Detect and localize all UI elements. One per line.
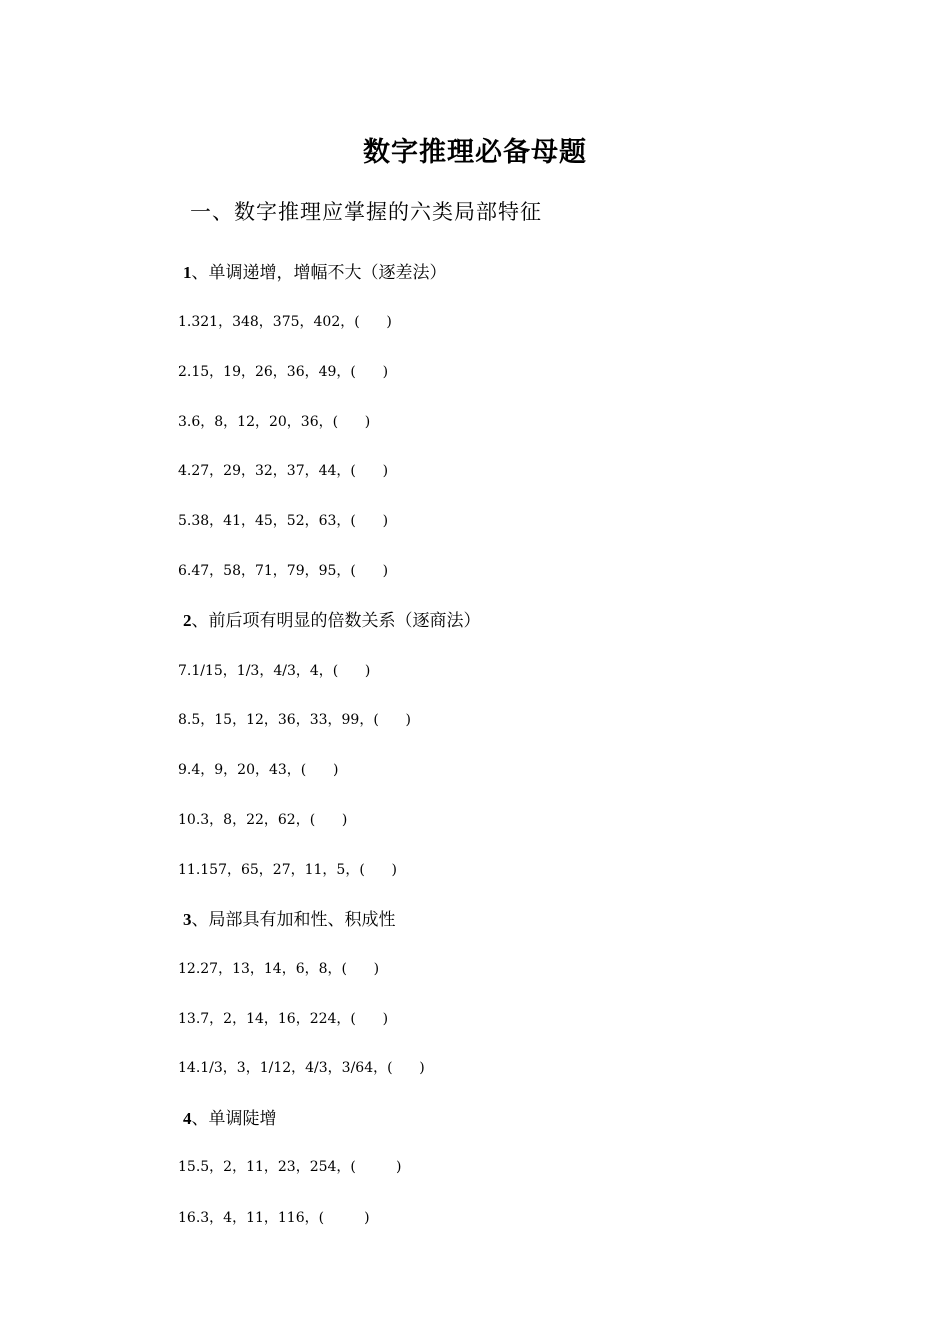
problem-12: 12.27，13，14，6，8，( ) <box>178 961 380 977</box>
sub-heading-number: 2 <box>183 611 192 630</box>
problem-10: 10.3，8，22，62，( ) <box>178 812 348 828</box>
problem-15: 15.5，2，11，23，254，( ) <box>178 1159 402 1175</box>
problem-7: 7.1/15，1/3，4/3，4，( ) <box>178 663 371 679</box>
page-title: 数字推理必备母题 <box>363 137 587 168</box>
problem-2: 2.15，19，26，36，49，( ) <box>178 364 389 380</box>
sub-heading-number: 4 <box>183 1109 192 1128</box>
problem-5: 5.38，41，45，52，63，( ) <box>178 513 389 529</box>
problem-8: 8.5，15，12，36，33，99，( ) <box>178 712 411 728</box>
problem-14: 14.1/3，3，1/12，4/3，3/64，( ) <box>178 1060 425 1076</box>
sub-heading-number: 3 <box>183 910 192 929</box>
sub-heading-label: 、前后项有明显的倍数关系（逐商法） <box>191 611 481 631</box>
problem-16: 16.3，4，11，116，( ) <box>178 1210 370 1226</box>
sub-heading-number: 1 <box>183 263 192 282</box>
problem-3: 3.6，8，12，20，36，( ) <box>178 414 371 430</box>
sub-heading-label: 、单调递增，增幅不大（逐差法） <box>191 263 447 283</box>
section-heading: 一、数字推理应掌握的六类局部特征 <box>190 200 542 224</box>
problem-11: 11.157，65，27，11，5，( ) <box>178 862 397 878</box>
problem-4: 4.27，29，32，37，44，( ) <box>178 463 389 479</box>
sub-heading-2 <box>183 606 481 631</box>
sub-heading-label: 、局部具有加和性、积成性 <box>191 910 396 930</box>
problem-1: 1.321，348，375，402，( ) <box>178 314 392 330</box>
sub-heading-1 <box>183 258 447 283</box>
sub-heading-3 <box>183 905 396 930</box>
sub-heading-4 <box>183 1104 277 1129</box>
problem-9: 9.4，9，20，43，( ) <box>178 762 339 778</box>
sub-heading-label: 、单调陡增 <box>191 1109 277 1129</box>
problem-6: 6.47，58，71，79，95，( ) <box>178 563 389 579</box>
problem-13: 13.7，2，14，16，224，( ) <box>178 1011 389 1027</box>
